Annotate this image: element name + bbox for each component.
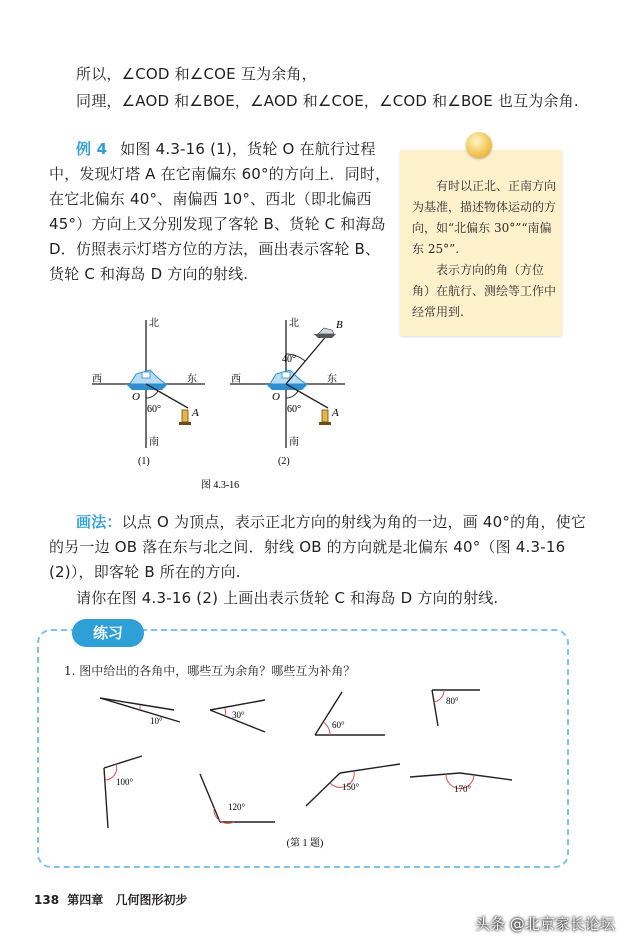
example-line-6: 货轮 C 和海岛 D 方向的射线. xyxy=(49,265,249,283)
exercise-caption: (第 1 题) xyxy=(286,838,324,849)
watermark: 头条 @北京家长论坛 xyxy=(475,915,615,933)
note-paragraph-1: 有时以正北、正南方向为基准，描述物体运动的方向，如“北偏东 30°”“南偏东 25°”. xyxy=(412,179,557,256)
example-line-3: 在它北偏东 40°、南偏西 10°、西北（即北偏西 xyxy=(49,190,372,208)
angle-40-label: 40° xyxy=(282,354,296,365)
angle-label-150: 150° xyxy=(342,782,360,792)
point-a-label-2: A xyxy=(332,407,339,419)
diagram-2 xyxy=(230,317,345,467)
angle-label-30: 30° xyxy=(232,710,245,720)
angle-60-label-1: 60° xyxy=(147,404,161,415)
example-label: 例 4 xyxy=(76,140,108,158)
east-label-1: 东 xyxy=(187,374,197,385)
page-footer xyxy=(34,891,187,908)
figure-caption: 图 4.3-16 xyxy=(200,480,240,491)
compass-figure xyxy=(70,308,370,498)
chapter-title: 几何图形初步 xyxy=(115,893,188,907)
angle-label-10: 10° xyxy=(150,716,163,726)
angle-170 xyxy=(410,773,512,794)
example-line-1 xyxy=(76,138,376,159)
lighthouse-icon-2 xyxy=(319,410,331,425)
west-label-1: 西 xyxy=(92,374,102,385)
intro-line-1: 所以，∠COD 和∠COE 互为余角， xyxy=(76,65,317,83)
south-label-1: 南 xyxy=(149,437,159,448)
east-label-2: 东 xyxy=(327,374,337,385)
angle-label-170: 170° xyxy=(454,784,472,794)
sidebar-note-text xyxy=(412,176,556,323)
angle-label-120: 120° xyxy=(228,802,246,812)
angle-150 xyxy=(306,764,400,806)
angle-10 xyxy=(100,698,180,726)
north-label-2: 北 xyxy=(289,318,299,329)
point-b-label: B xyxy=(336,319,343,331)
angle-60-label-2: 60° xyxy=(287,404,301,415)
method-text-1: 以点 O 为顶点，表示正北方向的射线为角的一边，画 40°的角，使它 xyxy=(121,513,587,531)
north-label-1: 北 xyxy=(149,318,159,329)
intro-line-2: 同理，∠AOD 和∠BOE，∠AOD 和∠COE，∠COD 和∠BOE 也互为余角. xyxy=(76,92,579,110)
south-label-2: 南 xyxy=(289,437,299,448)
angles-figure xyxy=(80,680,530,860)
method-line-4: 请你在图 4.3-16 (2) 上画出表示货轮 C 和海岛 D 方向的射线. xyxy=(76,589,499,607)
angle-80 xyxy=(432,690,480,726)
point-o-label-2: O xyxy=(272,391,280,403)
method-label: 画法： xyxy=(76,513,122,531)
point-o-label-1: O xyxy=(132,391,140,403)
lighthouse-icon xyxy=(179,410,191,425)
sub-label-2: (2) xyxy=(278,456,290,467)
ship-icon-2 xyxy=(266,370,308,390)
pushpin-icon xyxy=(466,132,492,158)
exercise-tab: 练习 xyxy=(72,619,144,647)
method-line-1 xyxy=(76,511,586,532)
angle-label-60: 60° xyxy=(332,720,345,730)
page-number: 138 xyxy=(34,893,60,907)
exercise-question-1: 1. 图中给出的各角中，哪些互为余角？哪些互为补角？ xyxy=(64,664,356,678)
angle-120 xyxy=(200,774,275,823)
chapter-label: 第四章 xyxy=(67,893,104,907)
angle-label-100: 100° xyxy=(116,777,134,787)
example-line-2: 中，发现灯塔 A 在它南偏东 60°的方向上．同时， xyxy=(49,165,391,183)
angle-30 xyxy=(210,700,265,732)
point-a-label-1: A xyxy=(192,407,199,419)
angle-100 xyxy=(104,756,142,828)
diagram-1 xyxy=(92,317,205,467)
example-line-5: D．仿照表示灯塔方位的方法，画出表示客轮 B、 xyxy=(49,240,381,258)
passenger-ship-icon xyxy=(314,328,336,338)
angle-60 xyxy=(315,692,385,735)
angle-label-80: 80° xyxy=(446,696,459,706)
ship-icon xyxy=(126,370,168,390)
example-text-1: 如图 4.3-16 (1)，货轮 O 在航行过程 xyxy=(120,140,376,158)
west-label-2: 西 xyxy=(231,374,241,385)
sub-label-1: (1) xyxy=(138,456,150,467)
note-paragraph-2: 表示方向的角（方位角）在航行、测绘等工作中经常用到. xyxy=(412,263,557,319)
method-line-2: 的另一边 OB 落在东与北之间．射线 OB 的方向就是北偏东 40°（图 4.3-16 xyxy=(49,538,566,556)
method-line-3: (2)），即客轮 B 所在的方向. xyxy=(49,563,241,581)
example-line-4: 45°）方向上又分别发现了客轮 B、货轮 C 和海岛 xyxy=(49,215,386,233)
